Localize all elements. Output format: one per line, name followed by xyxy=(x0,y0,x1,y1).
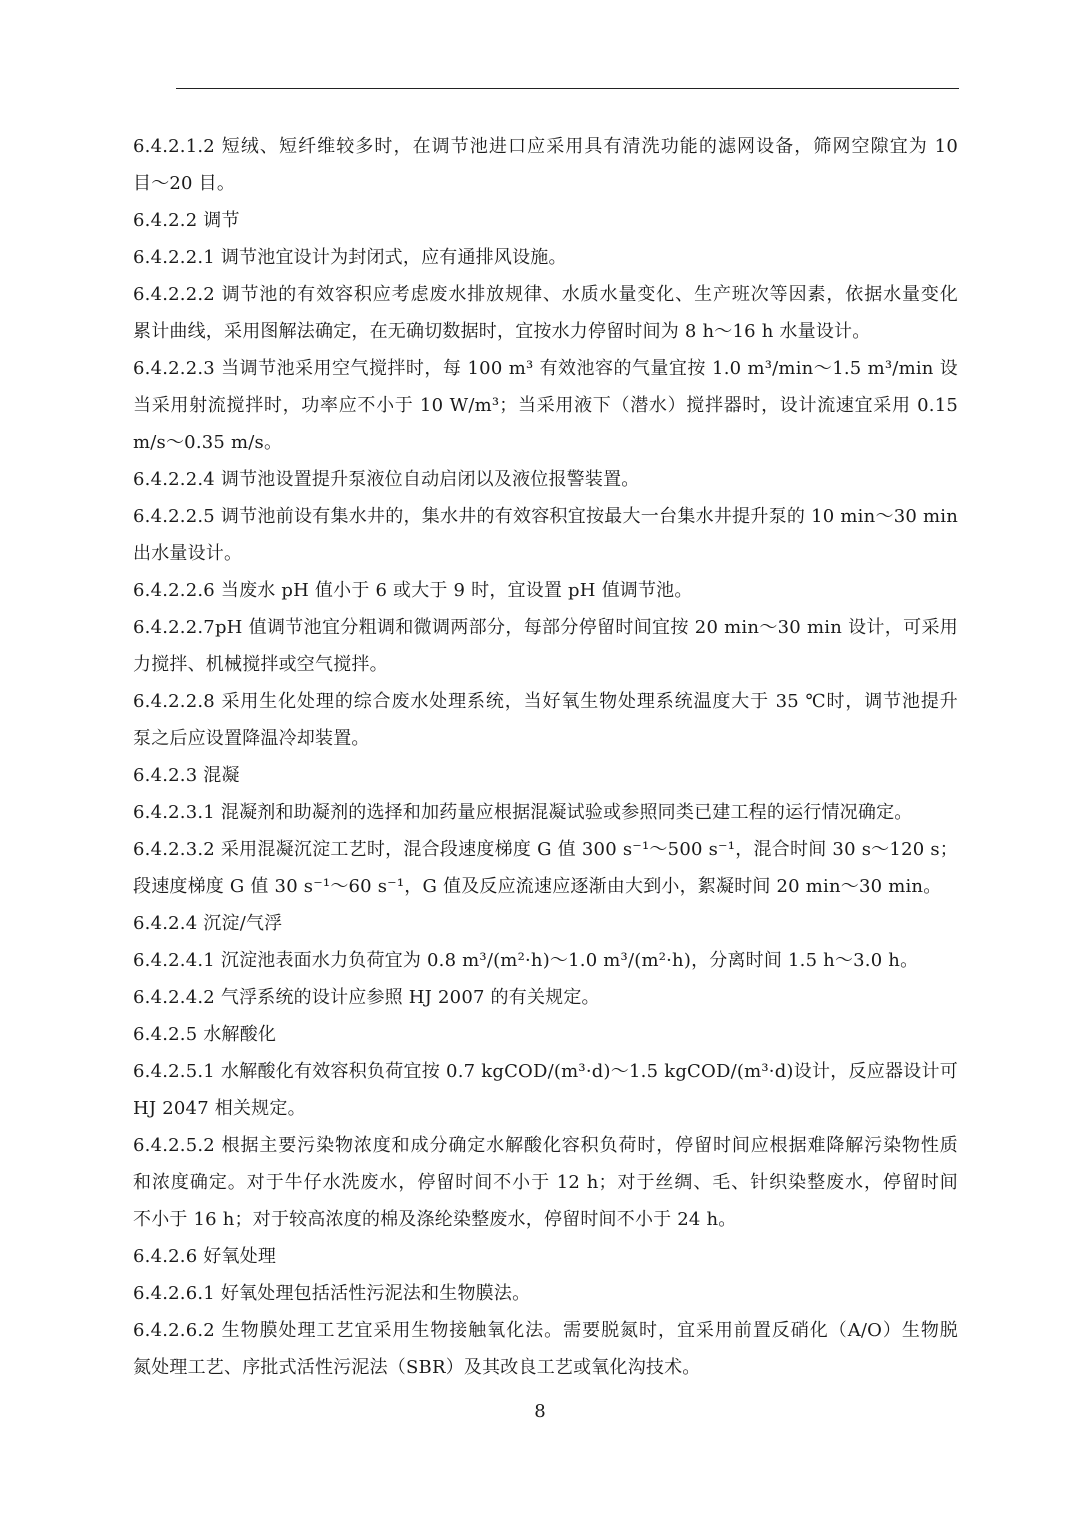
clause-6-4-2-2-3-line-3: m/s～0.35 m/s。 xyxy=(133,432,283,453)
clause-6-4-2-2-5-line-2: 出水量设计。 xyxy=(133,543,243,564)
clause-6-4-2-5-2-line-1: 6.4.2.5.2 根据主要污染物浓度和成分确定水解酸化容积负荷时，停留时间应根据难降解污染物性质 xyxy=(133,1135,958,1156)
clause-6-4-2-6-2-line-1: 6.4.2.6.2 生物膜处理工艺宜采用生物接触氧化法。需要脱氮时，宜采用前置反硝化（A/O）生物脱 xyxy=(133,1320,958,1341)
clause-6-4-2-3-2-line-2: 段速度梯度 G 值 30 s⁻¹～60 s⁻¹，G 值及反应流速应逐渐由大到小，絮凝时间 20 min～30 min。 xyxy=(133,876,942,897)
clause-6-4-2-2-7-line-1: 6.4.2.2.7pH 值调节池宜分粗调和微调两部分，每部分停留时间宜按 20 min～30 min 设计，可采用 xyxy=(133,617,958,638)
clause-6-4-2-2-1: 6.4.2.2.1 调节池宜设计为封闭式，应有通排风设施。 xyxy=(133,247,567,268)
section-heading-6-4-2-2: 6.4.2.2 调节 xyxy=(133,210,240,231)
clause-6-4-2-2-2-line-1: 6.4.2.2.2 调节池的有效容积应考虑废水排放规律、水质水量变化、生产班次等因素，依据水量变化 xyxy=(133,284,958,305)
clause-6-4-2-2-5-line-1: 6.4.2.2.5 调节池前设有集水井的，集水井的有效容积宜按最大一台集水井提升泵的 10 min～30 min xyxy=(133,506,958,527)
page-number: 8 xyxy=(534,1401,546,1422)
section-heading-6-4-2-3: 6.4.2.3 混凝 xyxy=(133,765,240,786)
clause-6-4-2-6-2-line-2: 氮处理工艺、序批式活性污泥法（SBR）及其改良工艺或氧化沟技术。 xyxy=(133,1357,701,1378)
section-heading-6-4-2-4: 6.4.2.4 沉淀/气浮 xyxy=(133,913,283,934)
clause-6-4-2-4-1: 6.4.2.4.1 沉淀池表面水力负荷宜为 0.8 m³/(m²·h)～1.0 m³/(m²·h)，分离时间 1.5 h～3.0 h。 xyxy=(133,950,919,971)
clause-6-4-2-2-3-line-2: 当采用射流搅拌时，功率应不小于 10 W/m³；当采用液下（潜水）搅拌器时，设计流速宜采用 0.15 xyxy=(133,395,958,416)
clause-6-4-2-3-2-line-1: 6.4.2.3.2 采用混凝沉淀工艺时，混合段速度梯度 G 值 300 s⁻¹～500 s⁻¹，混合时间 30 s～120 s； xyxy=(133,839,958,860)
clause-6-4-2-2-2-line-2: 累计曲线，采用图解法确定，在无确切数据时，宜按水力停留时间为 8 h～16 h 水量设计。 xyxy=(133,321,871,342)
clause-6-4-2-1-2-line-1: 6.4.2.1.2 短绒、短纤维较多时，在调节池进口应采用具有清洗功能的滤网设备，筛网空隙宜为 10 xyxy=(133,136,958,157)
clause-6-4-2-5-1-line-2: HJ 2047 相关规定。 xyxy=(133,1098,306,1119)
clause-6-4-2-2-3-line-1: 6.4.2.2.3 当调节池采用空气搅拌时，每 100 m³ 有效池容的气量宜按 1.0 m³/min～1.5 m³/min 设 xyxy=(133,358,958,379)
clause-6-4-2-2-8-line-2: 泵之后应设置降温冷却装置。 xyxy=(133,728,370,749)
clause-6-4-2-1-2-line-2: 目～20 目。 xyxy=(133,173,236,194)
clause-6-4-2-2-8-line-1: 6.4.2.2.8 采用生化处理的综合废水处理系统，当好氧生物处理系统温度大于 35 ℃时，调节池提升 xyxy=(133,691,958,712)
clause-6-4-2-4-2: 6.4.2.4.2 气浮系统的设计应参照 HJ 2007 的有关规定。 xyxy=(133,987,600,1008)
clause-6-4-2-2-4: 6.4.2.2.4 调节池设置提升泵液位自动启闭以及液位报警装置。 xyxy=(133,469,640,490)
clause-6-4-2-5-2-line-3: 不小于 16 h；对于较高浓度的棉及涤纶染整废水，停留时间不小于 24 h。 xyxy=(133,1209,737,1230)
clause-6-4-2-2-6: 6.4.2.2.6 当废水 pH 值小于 6 或大于 9 时，宜设置 pH 值调节池。 xyxy=(133,580,693,601)
clause-6-4-2-3-1: 6.4.2.3.1 混凝剂和助凝剂的选择和加药量应根据混凝试验或参照同类已建工程的运行情况确定。 xyxy=(133,802,913,823)
section-heading-6-4-2-6: 6.4.2.6 好氧处理 xyxy=(133,1246,277,1267)
clause-6-4-2-6-1: 6.4.2.6.1 好氧处理包括活性污泥法和生物膜法。 xyxy=(133,1283,531,1304)
header-rule xyxy=(176,88,959,89)
clause-6-4-2-2-7-line-2: 力搅拌、机械搅拌或空气搅拌。 xyxy=(133,654,388,675)
clause-6-4-2-5-1-line-1: 6.4.2.5.1 水解酸化有效容积负荷宜按 0.7 kgCOD/(m³·d)～1.5 kgCOD/(m³·d)设计，反应器设计可 xyxy=(133,1061,958,1082)
clause-6-4-2-5-2-line-2: 和浓度确定。对于牛仔水洗废水，停留时间不小于 12 h；对于丝绸、毛、针织染整废水，停留时间 xyxy=(133,1172,958,1193)
document-body xyxy=(133,128,958,1386)
section-heading-6-4-2-5: 6.4.2.5 水解酸化 xyxy=(133,1024,277,1045)
